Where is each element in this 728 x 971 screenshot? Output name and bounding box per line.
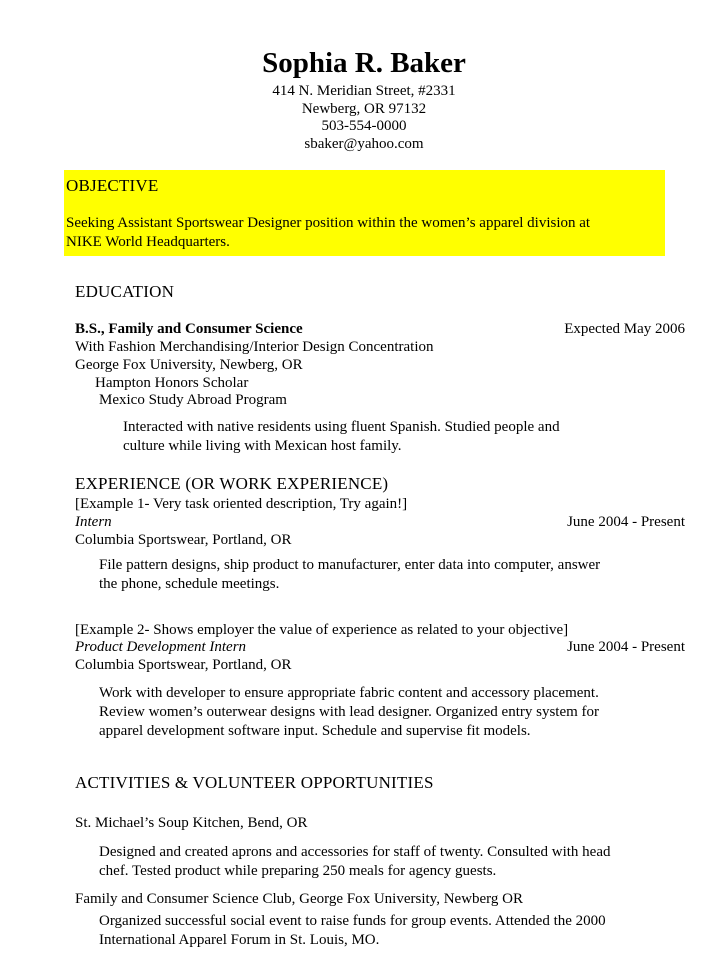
- resume-name: Sophia R. Baker: [262, 47, 466, 79]
- email-address: sbaker@yahoo.com: [304, 136, 424, 152]
- experience-example1-line-2: the phone, schedule meetings.: [99, 576, 280, 592]
- address-city: Newberg, OR 97132: [301, 101, 427, 117]
- activity1-line-1: Designed and created aprons and accessories for staff of twenty. Consulted with head: [99, 844, 611, 860]
- experience-example1-date: June 2004 - Present: [567, 514, 685, 530]
- education-date: Expected May 2006: [564, 321, 685, 337]
- experience-example1-note: [Example 1- Very task oriented description, Try again!]: [75, 496, 408, 512]
- education-heading: EDUCATION: [75, 282, 175, 301]
- education-concentration: With Fashion Merchandising/Interior Design Concentration: [75, 339, 434, 355]
- objective-text-line-2: NIKE World Headquarters.: [66, 234, 230, 250]
- education-degree: B.S., Family and Consumer Science: [75, 321, 303, 337]
- education-school: George Fox University, Newberg, OR: [75, 357, 303, 373]
- education-desc-line-1: Interacted with native residents using fluent Spanish. Studied people and: [123, 419, 560, 435]
- experience-example2-line-3: apparel development software input. Schedule and supervise fit models.: [99, 723, 531, 739]
- activity1-organization: St. Michael’s Soup Kitchen, Bend, OR: [75, 815, 308, 831]
- experience-example2-line-1: Work with developer to ensure appropriate fabric content and accessory placement.: [99, 685, 599, 701]
- experience-example2-company: Columbia Sportswear, Portland, OR: [75, 657, 292, 673]
- experience-example1-line-1: File pattern designs, ship product to manufacturer, enter data into computer, answer: [99, 557, 601, 573]
- activity2-line-1: Organized successful social event to raise funds for group events. Attended the 2000: [99, 913, 606, 929]
- phone-number: 503-554-0000: [321, 118, 407, 134]
- experience-example2-note: [Example 2- Shows employer the value of experience as related to your objective]: [75, 622, 569, 638]
- address-street: 414 N. Meridian Street, #2331: [272, 83, 456, 99]
- experience-example2-title: Product Development Intern: [75, 639, 247, 655]
- experience-example1-company: Columbia Sportswear, Portland, OR: [75, 532, 292, 548]
- experience-example1-title: Intern: [75, 514, 112, 530]
- education-desc-line-2: culture while living with Mexican host family.: [123, 438, 402, 454]
- activity2-organization: Family and Consumer Science Club, George Fox University, Newberg OR: [75, 891, 523, 907]
- activity2-line-2: International Apparel Forum in St. Louis, MO.: [99, 932, 380, 948]
- education-honors: Hampton Honors Scholar: [95, 375, 249, 391]
- education-study-abroad: Mexico Study Abroad Program: [99, 392, 287, 408]
- experience-heading: EXPERIENCE (OR WORK EXPERIENCE): [75, 474, 389, 493]
- activity1-line-2: chef. Tested product while preparing 250 meals for agency guests.: [99, 863, 497, 879]
- experience-example2-date: June 2004 - Present: [567, 639, 685, 655]
- objective-heading: OBJECTIVE: [66, 176, 159, 195]
- experience-example2-line-2: Review women’s outerwear designs with lead designer. Organized entry system for: [99, 704, 600, 720]
- activities-heading: ACTIVITIES & VOLUNTEER OPPORTUNITIES: [75, 773, 434, 792]
- objective-text-line-1: Seeking Assistant Sportswear Designer position within the women’s apparel division at: [66, 215, 591, 231]
